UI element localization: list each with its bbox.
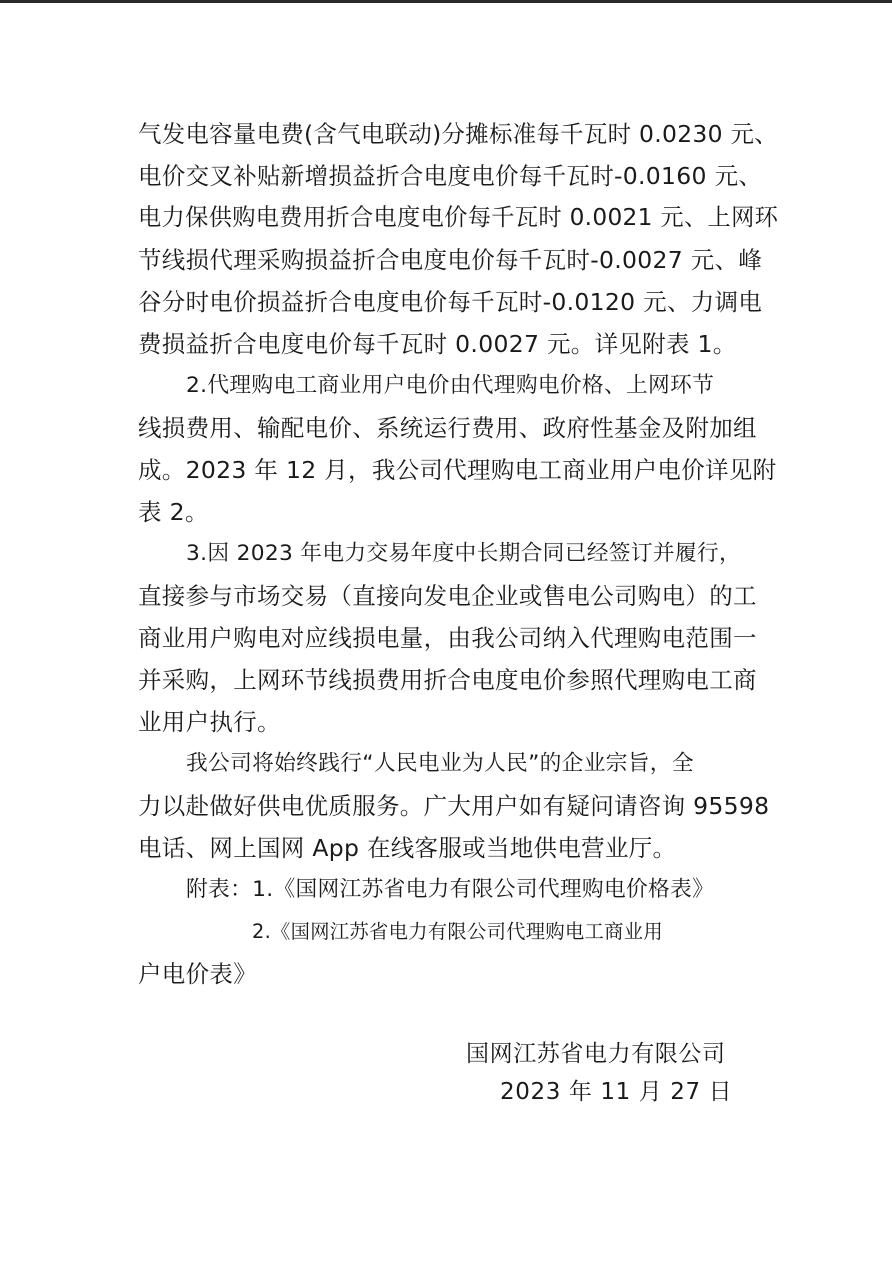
attachment-line-2: 2.《国网江苏省电力有限公司代理购电工商业用: [252, 920, 663, 943]
item3-line: 业用户执行。: [138, 708, 281, 736]
item2-line: 表 2。: [138, 498, 209, 526]
closing-line: 力以赴做好供电优质服务。广大用户如有疑问请咨询 95598: [138, 792, 770, 820]
paragraph-line: 电价交叉补贴新增损益折合电度电价每千瓦时-0.0160 元、: [138, 162, 763, 190]
attachment-line-1: 附表：1.《国网江苏省电力有限公司代理购电价格表》: [186, 877, 715, 902]
closing-line: 电话、网上国网 App 在线客服或当地供电营业厅。: [138, 834, 677, 862]
paragraph-line: 气发电容量电费(含气电联动)分摊标准每千瓦时 0.0230 元、: [138, 120, 778, 148]
paragraph-line: 节线损代理采购损益折合电度电价每千瓦时-0.0027 元、峰: [138, 246, 763, 274]
item2-line: 2.代理购电工商业用户电价由代理购电价格、上网环节: [186, 373, 715, 398]
closing-line: 我公司将始终践行“人民电业为人民”的企业宗旨，全: [186, 751, 694, 776]
signature-organization: 国网江苏省电力有限公司: [466, 1041, 726, 1067]
paragraph-line: 电力保供购电费用折合电度电价每千瓦时 0.0021 元、上网环: [138, 204, 779, 231]
signature-date: 2023 年 11 月 27 日: [500, 1079, 733, 1105]
item3-line: 直接参与市场交易（直接向发电企业或售电公司购电）的工: [138, 582, 757, 610]
item2-line: 线损费用、输配电价、系统运行费用、政府性基金及附加组: [138, 414, 757, 442]
item3-line: 并采购，上网环节线损费用折合电度电价参照代理购电工商: [138, 666, 757, 694]
paragraph-line: 费损益折合电度电价每千瓦时 0.0027 元。详见附表 1。: [138, 330, 737, 358]
attachment-line-3: 户电价表》: [138, 960, 257, 988]
item3-line: 3.因 2023 年电力交易年度中长期合同已经签订并履行，: [186, 541, 741, 566]
item2-line: 成。2023 年 12 月，我公司代理购电工商业用户电价详见附: [138, 456, 777, 484]
paragraph-line: 谷分时电价损益折合电度电价每千瓦时-0.0120 元、力调电: [138, 288, 763, 316]
item3-line: 商业用户购电对应线损电量，由我公司纳入代理购电范围一: [138, 624, 757, 652]
